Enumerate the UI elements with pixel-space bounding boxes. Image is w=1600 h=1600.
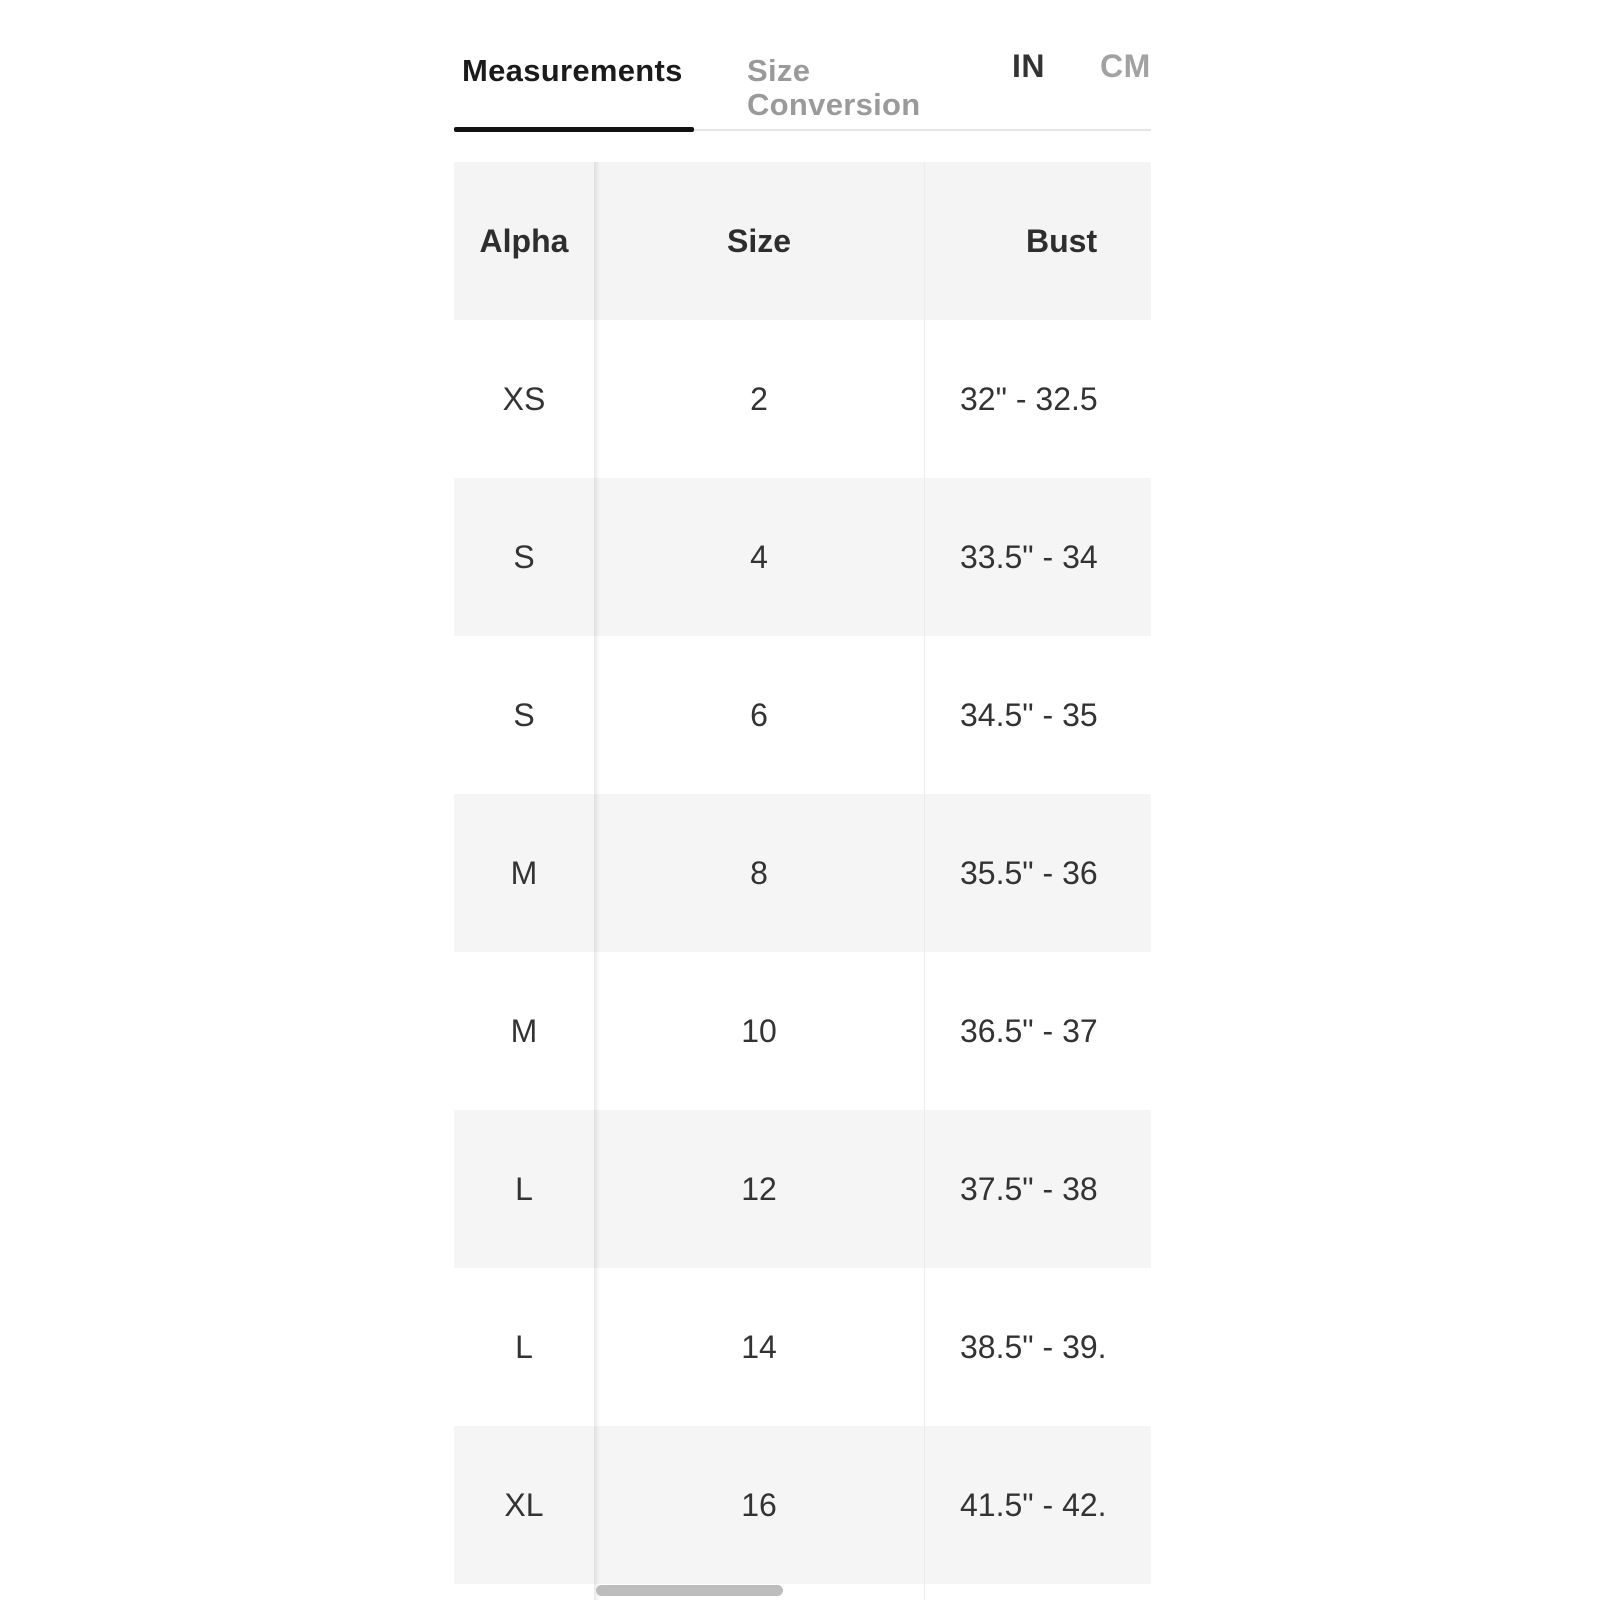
size-guide-tabs	[454, 30, 1151, 131]
cell-bust: 41.5" - 42.	[960, 1486, 1107, 1523]
table-row	[454, 1268, 1151, 1426]
cell-size: 6	[750, 696, 768, 733]
table-row	[454, 794, 1151, 952]
cell-bust: 35.5" - 36	[960, 854, 1098, 891]
table-row	[454, 952, 1151, 1110]
measurements-table	[454, 162, 1151, 1600]
table-row	[454, 1110, 1151, 1268]
cell-bust: 37.5" - 38	[960, 1170, 1098, 1207]
cell-alpha: M	[510, 1012, 538, 1049]
cell-alpha: S	[513, 538, 535, 575]
cell-size: 8	[750, 854, 768, 891]
cell-bust: 34.5" - 35	[960, 696, 1098, 733]
table-row	[454, 636, 1151, 794]
cell-bust: 38.5" - 39.	[960, 1328, 1107, 1365]
tab-measurements[interactable]: Measurements	[462, 53, 683, 88]
table-row	[454, 478, 1151, 636]
cell-alpha: L	[515, 1170, 533, 1207]
column-header-bust: Bust	[1026, 222, 1098, 259]
cell-size: 4	[750, 538, 768, 575]
cell-size: 2	[750, 380, 768, 417]
cell-size: 10	[741, 1012, 777, 1049]
tab-size-conversion[interactable]: Size Conversion	[747, 53, 921, 122]
cell-alpha: S	[513, 696, 535, 733]
cell-alpha: XS	[502, 380, 546, 417]
table-row	[454, 320, 1151, 478]
cell-bust: 32" - 32.5	[960, 380, 1098, 417]
cell-alpha: XL	[504, 1486, 544, 1523]
column-header-size: Size	[726, 222, 792, 259]
cell-size: 14	[741, 1328, 777, 1365]
cell-bust: 36.5" - 37	[960, 1012, 1098, 1049]
cell-bust: 33.5" - 34	[960, 538, 1098, 575]
unit-toggle-in[interactable]: IN	[1012, 48, 1045, 84]
cell-alpha: M	[510, 854, 538, 891]
cell-alpha: L	[515, 1328, 533, 1365]
table-row	[454, 1426, 1151, 1584]
table-header-row	[454, 162, 1151, 320]
cell-size: 16	[741, 1486, 777, 1523]
active-tab-indicator	[454, 127, 694, 132]
unit-toggle-cm[interactable]: CM	[1100, 48, 1151, 84]
column-header-alpha: Alpha	[479, 222, 569, 259]
horizontal-scrollbar-thumb[interactable]	[596, 1585, 783, 1596]
cell-size: 12	[741, 1170, 777, 1207]
